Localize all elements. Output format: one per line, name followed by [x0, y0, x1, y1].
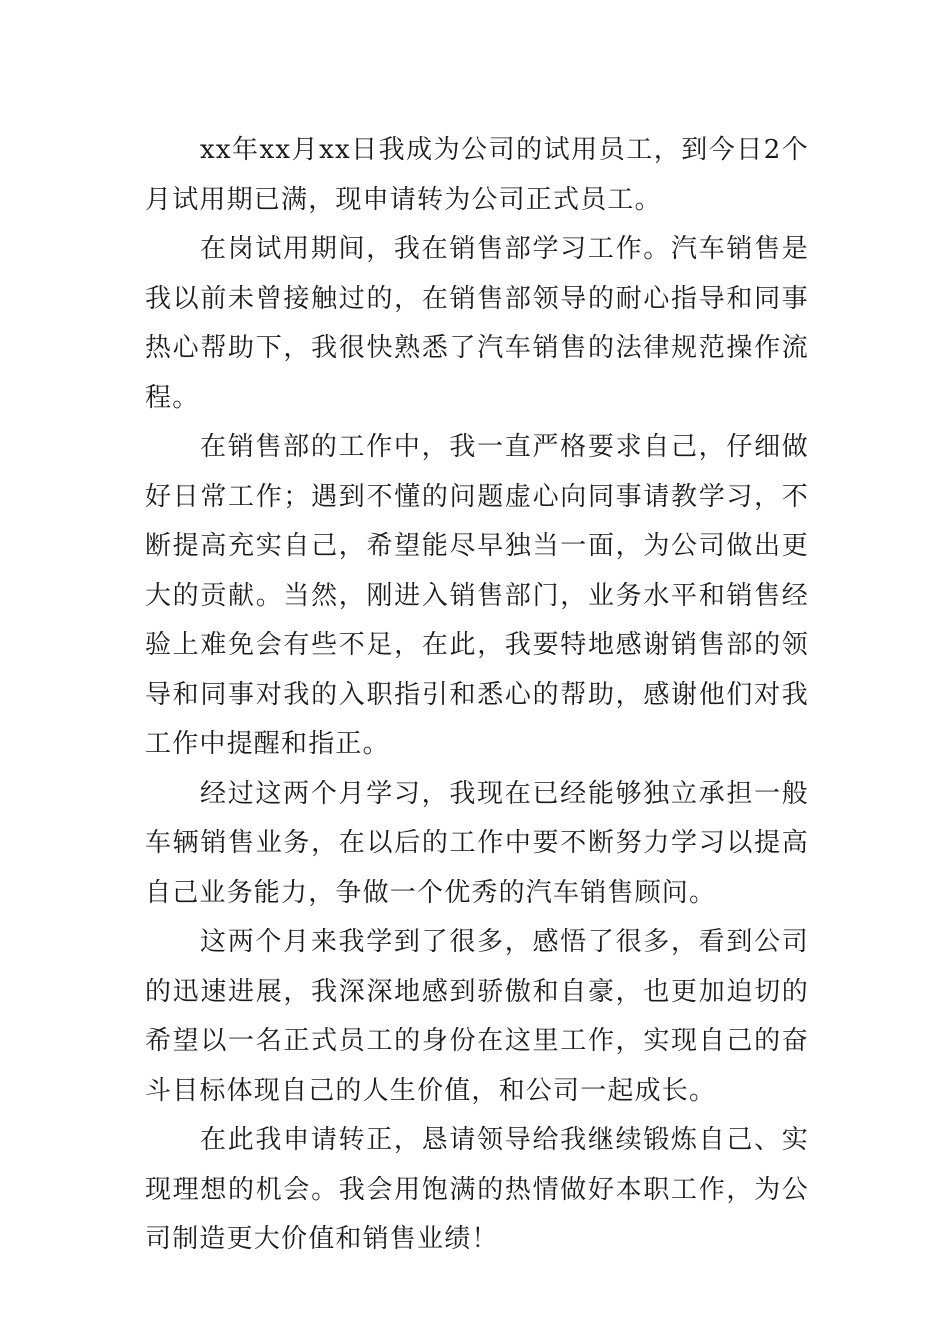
- paragraph-6: 在此我申请转正，恳请领导给我继续锻炼自己、实现理想的机会。我会用饱满的热情做好本职工作，为公司制造更大价值和销售业绩！: [145, 1125, 809, 1254]
- paragraph-4: 经过这两个月学习，我现在已经能够独立承担一般车辆销售业务，在以后的工作中要不断努力学习以提高自己业务能力，争做一个优秀的汽车销售顾问。: [145, 778, 809, 908]
- paragraph-1: xx年xx月xx日我成为公司的试用员工，到今日2个月试用期已满，现申请转为公司正式员工。: [145, 135, 809, 215]
- document-body: [145, 126, 809, 1265]
- paragraph-3: 在销售部的工作中，我一直严格要求自己，仔细做好日常工作；遇到不懂的问题虚心向同事请教学习，不断提高充实自己，希望能尽早独当一面，为公司做出更大的贡献。当然，刚进入销售部门，业务水平和销售经验上难免会有些不足，在此，我要特地感谢销售部的领导和同事对我的入职指引和悉心的帮助，感谢他们对我工作中提醒和指正。: [145, 432, 809, 759]
- paragraph-2: 在岗试用期间，我在销售部学习工作。汽车销售是我以前未曾接触过的，在销售部领导的耐心指导和同事热心帮助下，我很快熟悉了汽车销售的法律规范操作流程。: [145, 234, 809, 413]
- paragraph-5: 这两个月来我学到了很多，感悟了很多，看到公司的迅速进展，我深深地感到骄傲和自豪，也更加迫切的希望以一名正式员工的身份在这里工作，实现自己的奋斗目标体现自己的人生价值，和公司一起成长。: [145, 927, 809, 1106]
